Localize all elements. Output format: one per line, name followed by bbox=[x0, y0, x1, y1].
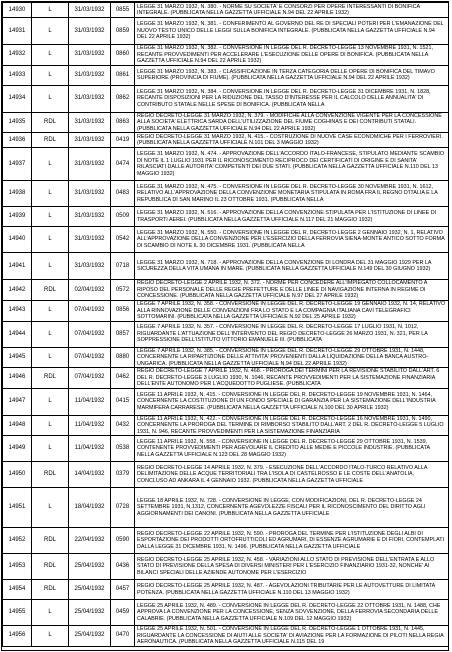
act-description-cell: LEGGE 18 APRILE 1932, N. 728. - CONVERSIONE IN LEGGE, CON MODIFICAZIONI, DEL R. DECRETO-LEGGE 24 SETTEMBRE 1931, N.1312, CONCERNENTE AGEVOLEZZE FISCALI PER IL RICONOSCIMENTO DEL DIRITTO AGLI AGGIORNAMENTI DEI CANONI. (PUBBLICATA NELLA GAZZETTA UFFICIALE bbox=[135, 488, 449, 528]
page-number-cell: 0857 bbox=[111, 321, 135, 347]
record-number-cell: 14945 bbox=[3, 347, 32, 368]
act-date-cell: 25/04/1932 bbox=[69, 600, 111, 626]
table-row bbox=[3, 321, 449, 347]
act-type-cell: L bbox=[32, 45, 69, 66]
table-row bbox=[3, 436, 449, 462]
record-number-cell: 14946 bbox=[3, 368, 32, 389]
page-number-cell: 0861 bbox=[111, 65, 135, 85]
act-date-cell: 31/03/1932 bbox=[69, 3, 111, 18]
table-row bbox=[3, 18, 449, 45]
act-type-cell: L bbox=[32, 18, 69, 45]
page-number-cell: 0862 bbox=[111, 85, 135, 112]
act-description-cell: REGIO DECRETO-LEGGE 22 APRILE 1932, N. 590. - PROROGA DEL TERMINE PER L'ISTITUZIONE DEGLI ALBI DI ESPORTAZIONE DEI PRODOTTI ORTOFRUTTICOLI ED AGRUMARI, DI ESSENZE AGRUMARIE E DI FIORI, CONTEMPLATI DALLA LEGGE 31 DICEMBRE 1931, N. 1496. (PUBBLICATA NELLA GAZZETTA UFFICIALE bbox=[135, 528, 449, 554]
act-type-cell: RDL bbox=[32, 280, 69, 301]
page-number-cell: 0590 bbox=[111, 528, 135, 554]
act-date-cell: 31/03/1932 bbox=[69, 18, 111, 45]
act-date-cell: 31/03/1932 bbox=[69, 207, 111, 227]
page-number-cell: 0856 bbox=[111, 301, 135, 322]
record-number-cell: 14951 bbox=[3, 488, 32, 528]
page-number-cell: 0379 bbox=[111, 462, 135, 488]
act-description-cell: LEGGE 25 APRILE 1932, N. 489. - CONVERSIONE IN LEGGE DEL R. DECRETO-LEGGE 22 OTTOBRE 1931, N. 1488, CHE APPROVA LA CONVENZIONE PER LA CONCESSIONE, SENZA SOVVENZIONE, DELLA FERROVIA SECONDARIA DELLE CALABRIE. (PUBBLICATA NELLA GAZZETTA UFFICIALE N.109 DEL 12 MAGGIO 1932) bbox=[135, 600, 449, 626]
table-row bbox=[3, 600, 449, 626]
act-type-cell: RDL bbox=[32, 112, 69, 133]
act-description-cell: LEGGE 7 APRILE 1932, N. 358. - CONVERSIONE IN LEGGE DEL R. DECRETO-LEGGE 19 GENNAIO 1932, N. 14, RELATIVO ALLA RINNOVAZIONE DELLE CONVENZIONI FRA LO STATO E LA COMPAGNIA ITALIANA CAVI TELEGRAFICI SOTTOMARINI. (PUBBLICATA NELLA GAZZETTA UFFICIALE N.92 DEL 25 APRILE 1932) bbox=[135, 301, 449, 322]
page-number-cell: 0459 bbox=[111, 600, 135, 626]
act-type-cell: L bbox=[32, 321, 69, 347]
record-number-cell: 14934 bbox=[3, 85, 32, 112]
act-date-cell: 11/04/1932 bbox=[69, 415, 111, 436]
table-row bbox=[3, 347, 449, 368]
record-number-cell: 14938 bbox=[3, 181, 32, 207]
record-number-cell: 14941 bbox=[3, 253, 32, 280]
act-date-cell: 31/03/1932 bbox=[69, 112, 111, 133]
act-type-cell: L bbox=[32, 436, 69, 462]
record-number-cell: 14956 bbox=[3, 626, 32, 647]
record-number-cell: 14933 bbox=[3, 65, 32, 85]
table-row bbox=[3, 65, 449, 85]
act-description-cell: LEGGE 7 APRILE 1932, N. 385. - CONVERSIONE IN LEGGE DEL R. DECRETO-LEGGE 29 OTTOBRE 1931, N. 1448, CONCERNENTE LA RIPARTIZIONE DELLE ATTIVITA' PROVENIENTI DALLA LIQUIDAZIONE DELLA BANCA AUSTRO-UNGARICA. (PUBBLICATA NELLA GAZZETTA UFFICIALE N.94 DEL 22 APRILE 1932) bbox=[135, 347, 449, 368]
record-number-cell: 14943 bbox=[3, 301, 32, 322]
act-date-cell: 25/04/1932 bbox=[69, 626, 111, 647]
record-number-cell: 14932 bbox=[3, 45, 32, 66]
act-type-cell: L bbox=[32, 207, 69, 227]
page-number-cell: 0457 bbox=[111, 580, 135, 600]
act-description-cell: LEGGE 11 APRILE 1932, N. 558. - CONVERSIONE IN LEGGE DEL R. DECRETO-LEGGE 29 OTTOBRE 1931, N. 1539, CONTENENTE PROVVEDIMENTI PER AGEVOLARE IL CREDITO ALLE MEDIE E PICCOLE INDUSTRIE. (PUBBLICATA NELLA GAZZETTA UFFICIALE N.123 DEL 28 MAGGIO 1932) bbox=[135, 436, 449, 462]
act-type-cell: L bbox=[32, 301, 69, 322]
table-row bbox=[3, 301, 449, 322]
table-row bbox=[3, 554, 449, 580]
act-type-cell: L bbox=[32, 347, 69, 368]
page-number-cell: 0432 bbox=[111, 415, 135, 436]
act-date-cell: 31/03/1932 bbox=[69, 65, 111, 85]
act-description-cell: LEGGE 31 MARZO 1932, N. 380. - NORME SU SOCIETA' E CONSORZI PER OPERE INTERESSANTI DI BONIFICA INTEGRALE. (PUBBLICATA NELLA GAZZETTA UFFICIALE N.94 DEL 22 APRILE 1932) bbox=[135, 3, 449, 18]
act-description-cell: LEGGE 31 MARZO 1932, N. 516. - APPROVAZIONE DELLA CONVENZIONE STIPULATA PER L'ISTITUZIONE DI LINEE DI TRASPORTI AEREI. (PUBBLICATA NELLA GAZZETTA UFFICIALE N.117 DEL 21 MAGGIO 1932) bbox=[135, 207, 449, 227]
page-number-cell: 0880 bbox=[111, 347, 135, 368]
record-number-cell: 14940 bbox=[3, 227, 32, 253]
page-number-cell: 0728 bbox=[111, 488, 135, 528]
act-type-cell: L bbox=[32, 388, 69, 415]
record-number-cell: 14939 bbox=[3, 207, 32, 227]
act-description-cell: REGIO DECRETO-LEGGE 14 APRILE 1932, N. 379. - ESECUZIONE DELL'ACCORDO ITALO-TURCO RELATIVO ALLA DELIMITAZIONE DELLE ACQUE TERRITORIALI TRA L'ISOLA DI CASTELROSSO E LE COSTE DELL'ANATOLIA, CONCLUSO AD ANKARA IL 4 GENNAIO 1932. (PUBBLICATA NELLA GAZZETTA UFFICIALE bbox=[135, 462, 449, 488]
act-date-cell: 31/03/1932 bbox=[69, 227, 111, 253]
act-type-cell: L bbox=[32, 227, 69, 253]
page-number-cell: 0415 bbox=[111, 388, 135, 415]
table-row bbox=[3, 280, 449, 301]
act-date-cell: 31/03/1932 bbox=[69, 181, 111, 207]
record-number-cell: 14930 bbox=[3, 3, 32, 18]
act-description-cell: LEGGE 11 APRILE 1932, N. 422. - CONVERSIONE IN LEGGE DEL R. DECRETO-LEGGE 16 NOVEMBRE 1931, N. 1490, CONCERNENTE LA PROROGA DEL TERMINE DI RIMBORSO STABILITO DALL'ART. 2 DEL R. DECRETO-LEGGE 5 LUGLIO 1931, N. 946, RECANTE PROVVEDIMENTI PER LA SISTEMAZIONE FINANZIARIA bbox=[135, 415, 449, 436]
act-type-cell: L bbox=[32, 626, 69, 647]
act-date-cell: 14/04/1932 bbox=[69, 462, 111, 488]
act-description-cell: LEGGE 7 APRILE 1932, N. 357. - CONVERSIONE IN LEGGE DEL R. DECRETO-LEGGE 17 LUGLIO 1931, N. 1012, RIGUARDANTE L'ATTUAZIONE DELL'INTERVENTO DEL REGIO DECRETO-LEGGE 26 MARZO 1931, N. 321, PER LA SOPPRESSIONE DELL'ISTITUTO VITTORIO EMANUELE III. (PUBBLICATA bbox=[135, 321, 449, 347]
page-number-cell: 0542 bbox=[111, 227, 135, 253]
table-row bbox=[3, 207, 449, 227]
act-date-cell: 07/04/1932 bbox=[69, 321, 111, 347]
page-number-cell: 0470 bbox=[111, 626, 135, 647]
act-type-cell: L bbox=[32, 253, 69, 280]
act-type-cell: RDL bbox=[32, 528, 69, 554]
records-table-body bbox=[3, 3, 449, 647]
act-description-cell: LEGGE 31 MARZO 1932, N. 383. - CLASSIFICAZIONE IN TERZA CATEGORIA DELLE OPERE DI BONIFICA DEL TIMAVO SUPERIORE (PROVINCIA DI FIUME). (PUBBLICATA NELLA GAZZETTA UFFICIALE N.94 DEL 22 APRILE 1932) bbox=[135, 65, 449, 85]
act-description-cell: LEGGE 31 MARZO 1932, N. 550. - CONVERSIONE IN LEGGE DEL R. DECRETO-LEGGE 2 GENNAIO 1932, N. 1, RELATIVO ALL'APPROVAZIONE DELLA CONVENZIONE PER L'ESERCIZIO DELLA FERROVIA SIENA-MONTE ANTICO SOTTO FORMA DI SCAMBIO DI NOTE IL 30 DICEMBRE 1931. (PUBBLICATA NELLA bbox=[135, 227, 449, 253]
act-type-cell: RDL bbox=[32, 580, 69, 600]
act-description-cell: LEGGE 31 MARZO 1932, N. 474. - APPROVAZIONE DELL'ACCORDO ITALO-FRANCESE, STIPULATO MEDIANTE SCAMBIO DI NOTE IL 1 LUGLIO 1931 PER IL RICONOSCIMENTO RECIPROCO DEI CERTIFICATI DI ORIGINE E DI SANITA' RILASCIATI DALLE AUTORITA' COMPETENTI DEI DUE STATI. (PUBBLICATA NELLA GAZZETTA UFFICIALE N.110 DEL 13 MAGGIO 1932) bbox=[135, 148, 449, 181]
page-number-cell: 0855 bbox=[111, 3, 135, 18]
act-description-cell: REGIO DECRETO-LEGGE 2 APRILE 1932, N. 372. - NORME PER CONCEDERE ALL'IMPIEGATO COLLOCAMENTO A RIPOSO DEL PERSONALE DELLE REGIE PREFETTURE E DELLE LINEE DI NAVIGAZIONE INTERNA IN REGIME DI CONCESSIONE. (PUBBLICATA NELLA GAZZETTA UFFICIALE N.97 DEL 27 APRILE 1932) bbox=[135, 280, 449, 301]
page-number-cell: 0718 bbox=[111, 253, 135, 280]
act-description-cell: LEGGE 25 APRILE 1932, N. 501. - CONVERSIONE IN LEGGE DEL R. DECRETO-LEGGE 1 OTTOBRE 1931, N. 1445, RIGUARDANTE LA CONCESSIONE DI AIUTI ALLE SOCIETA' DI AVIAZIONE PER LA FORMAZIONE DI PILOTI NELLA REGIA AERONAUTICA. (PUBBLICATA NELLA GAZZETTA UFFICIALE N.115 DEL 19 bbox=[135, 626, 449, 647]
table-row bbox=[3, 388, 449, 415]
record-number-cell: 14955 bbox=[3, 600, 32, 626]
act-date-cell: 02/04/1932 bbox=[69, 280, 111, 301]
act-description-cell: REGIO DECRETO-LEGGE 25 APRILE 1932, N. 458. - VARIAZIONI ALLO STATO DI PREVISIONE DELL'ENTRATA E ALLO STATO DI PREVISIONE DELLA SPESA DI DIVERSI MINISTERI PER L'ESERCIZIO FINANZIARIO 1931-32, NONCHE' AI BILANCI SPECIALI DELLE AZIENDE AUTONOME PER L'ESERCIZIO bbox=[135, 554, 449, 580]
legislation-index-table bbox=[1, 1, 449, 651]
record-number-cell: 14954 bbox=[3, 580, 32, 600]
page-number-cell: 0462 bbox=[111, 368, 135, 389]
record-number-cell: 14948 bbox=[3, 415, 32, 436]
table-row bbox=[3, 181, 449, 207]
page-number-cell: 0572 bbox=[111, 280, 135, 301]
table-row bbox=[3, 253, 449, 280]
act-date-cell: 31/03/1932 bbox=[69, 45, 111, 66]
act-date-cell: 25/04/1932 bbox=[69, 580, 111, 600]
page-number-cell: 0860 bbox=[111, 45, 135, 66]
table-row bbox=[3, 462, 449, 488]
act-description-cell: LEGGE 11 APRILE 1932, N. 415. - CONVERSIONE IN LEGGE DEL R. DECRETO-LEGGE 19 NOVEMBRE 1931, N. 1464, CONCERNENTE LA COSTITUZIONE DI UN FONDO SPECIALE DI GARANZIA PER LA SISTEMAZIONE DELL'INDUSTRIA MARMIFERA CARRARESE. (PUBBLICATA NELLA GAZZETTA UFFICIALE N.100 DEL 30 APRILE 1932) bbox=[135, 388, 449, 415]
page-number-cell: 0538 bbox=[111, 436, 135, 462]
act-type-cell: L bbox=[32, 600, 69, 626]
act-description-cell: LEGGE 31 MARZO 1932, N. 718. - APPROVAZIONE DELLA CONVENZIONE DI LONDRA DEL 31 MAGGIO 1929 PER LA SICUREZZA DELLA VITA UMANA IN MARE. (PUBBLICATA NELLA GAZZETTA UFFICIALE N.149 DEL 30 GIUGNO 1932) bbox=[135, 253, 449, 280]
act-type-cell: L bbox=[32, 488, 69, 528]
record-number-cell: 14949 bbox=[3, 436, 32, 462]
act-date-cell: 31/03/1932 bbox=[69, 253, 111, 280]
page-number-cell: 0419 bbox=[111, 133, 135, 148]
table-row bbox=[3, 488, 449, 528]
record-number-cell: 14942 bbox=[3, 280, 32, 301]
table-row bbox=[3, 112, 449, 133]
act-date-cell: 07/04/1932 bbox=[69, 347, 111, 368]
table-row bbox=[3, 368, 449, 389]
table-row bbox=[3, 85, 449, 112]
act-description-cell: REGIO DECRETO-LEGGE 31 MARZO 1932, N. 379. - MODIFICHE ALLA CONVENZIONE VIGENTE PER LA CONCESSIONE ALLA SOCIETA' ELETTRICA SARDA DELL'UTILIZZAZIONE DEL FIUME COGHINAS E DEI CONTRIBUTI STATALI. (PUBBLICATA NELLA GAZZETTA UFFICIALE N.94 DEL 22 APRILE 1932) bbox=[135, 112, 449, 133]
act-type-cell: L bbox=[32, 181, 69, 207]
page-number-cell: 0509 bbox=[111, 207, 135, 227]
act-date-cell: 11/04/1932 bbox=[69, 388, 111, 415]
record-number-cell: 14931 bbox=[3, 18, 32, 45]
act-type-cell: L bbox=[32, 65, 69, 85]
act-type-cell: L bbox=[32, 415, 69, 436]
act-type-cell: L bbox=[32, 148, 69, 181]
act-type-cell: RDL bbox=[32, 462, 69, 488]
act-type-cell: RDL bbox=[32, 133, 69, 148]
record-number-cell: 14950 bbox=[3, 462, 32, 488]
table-row bbox=[3, 528, 449, 554]
table-row bbox=[3, 133, 449, 148]
act-description-cell: REGIO DECRETO-LEGGE 7 APRILE 1932, N. 468. - PROROGA DEI TERMINI PER LA REVISIONE STABILITO DALL'ART. 6 DEL R. DECRETO-LEGGE 3 LUGLIO 1930, N. 1046, RECANTE PROVVEDIMENTI PER LA SISTEMAZIONE FINANZIARIA DELL'ENTE AUTONOMO PER L'ACQUEDOTTO PUGLIESE. (PUBBLICATA bbox=[135, 368, 449, 389]
page-number-cell: 0483 bbox=[111, 181, 135, 207]
act-date-cell: 31/03/1932 bbox=[69, 85, 111, 112]
table-row bbox=[3, 580, 449, 600]
act-description-cell: LEGGE 31 MARZO 1932, N. 382. - CONVERSIONE IN LEGGE DEL R. DECRETO-LEGGE 13 NOVEMBRE 1931, N. 1521, RECANTE PROVVEDIMENTI PER ACCELERARE L'ESECUZIONE DELLE OPERE DI BONIFICA. (PUBBLICATA NELLA GAZZETTA UFFICIALE N.94 DEL 22 APRILE 1932) bbox=[135, 45, 449, 66]
records-table bbox=[2, 2, 449, 647]
table-row bbox=[3, 148, 449, 181]
page-number-cell: 0863 bbox=[111, 112, 135, 133]
page-number-cell: 0859 bbox=[111, 18, 135, 45]
act-description-cell: REGIO DECRETO-LEGGE 31 MARZO 1932, N. 415. - COSTRUZIONE DI NUOVE CASE ECONOMICHE PER I FERROVIERI. (PUBBLICATA NELLA GAZZETTA UFFICIALE N.101 DEL 3 MAGGIO 1932) bbox=[135, 133, 449, 148]
table-row bbox=[3, 45, 449, 66]
record-number-cell: 14936 bbox=[3, 133, 32, 148]
page-number-cell: 0436 bbox=[111, 554, 135, 580]
act-date-cell: 22/04/1932 bbox=[69, 528, 111, 554]
record-number-cell: 14944 bbox=[3, 321, 32, 347]
act-date-cell: 31/03/1932 bbox=[69, 148, 111, 181]
record-number-cell: 14947 bbox=[3, 388, 32, 415]
act-date-cell: 07/04/1932 bbox=[69, 301, 111, 322]
act-description-cell: REGIO DECRETO-LEGGE 25 APRILE 1932, N. 487. - AGEVOLAZIONI TRIBUTARIE PER LE AUTOVETTURE DI LIMITATA POTENZA. (PUBBLICATA NELLA GAZZETTA UFFICIALE N.110 DEL 13 MAGGIO 1932) bbox=[135, 580, 449, 600]
table-row bbox=[3, 3, 449, 18]
table-row bbox=[3, 415, 449, 436]
record-number-cell: 14937 bbox=[3, 148, 32, 181]
act-description-cell: LEGGE 31 MARZO 1932, N. 381. - CONFERIMENTO AL GOVERNO DEL RE DI SPECIALI POTERI PER L'EMANAZIONE DEL NUOVO TESTO UNICO DELLE LEGGI SULLA BONIFICA INTEGRALE. (PUBBLICATA NELLA GAZZETTA UFFICIALE N.94 DEL 22 APRILE 1932) bbox=[135, 18, 449, 45]
record-number-cell: 14953 bbox=[3, 554, 32, 580]
act-type-cell: L bbox=[32, 85, 69, 112]
act-description-cell: LEGGE 31 MARZO 1932, N. 475. - CONVERSIONE IN LEGGE DEL R. DECRETO-LEGGE 30 NOVEMBRE 1931, N. 1612, RELATIVO ALL'APPROVAZIONE DELLA CONVENZIONE MONETARIA STIPULATA IN ROMA FRA IL REGNO D'ITALIA E LA REPUBBLICA DI SAN MARINO IL 23 OTTOBRE 1931. (PUBBLICATA NELLA bbox=[135, 181, 449, 207]
act-type-cell: L bbox=[32, 3, 69, 18]
act-date-cell: 11/04/1932 bbox=[69, 436, 111, 462]
act-date-cell: 25/04/1932 bbox=[69, 554, 111, 580]
act-type-cell: RDL bbox=[32, 368, 69, 389]
record-number-cell: 14952 bbox=[3, 528, 32, 554]
act-date-cell: 31/03/1932 bbox=[69, 133, 111, 148]
page-number-cell: 0474 bbox=[111, 148, 135, 181]
table-row bbox=[3, 227, 449, 253]
act-description-cell: LEGGE 31 MARZO 1932, N. 384. - CONVERSIONE IN LEGGE DEL R. DECRETO-LEGGE 31 DICEMBRE 1931, N. 1828, RECANTE DISPOSIZIONI PER LA RIDUZIONE DEL TASSO D'INTERESSE PER IL CALCOLO DELLE ANNUALITA' DI CONTRIBUTO STATALE NELLE SPESE DI BONIFICA. (PUBBLICATA NELLA bbox=[135, 85, 449, 112]
table-row bbox=[3, 626, 449, 647]
act-date-cell: 07/04/1932 bbox=[69, 368, 111, 389]
act-type-cell: RDL bbox=[32, 554, 69, 580]
act-date-cell: 18/04/1932 bbox=[69, 488, 111, 528]
record-number-cell: 14935 bbox=[3, 112, 32, 133]
